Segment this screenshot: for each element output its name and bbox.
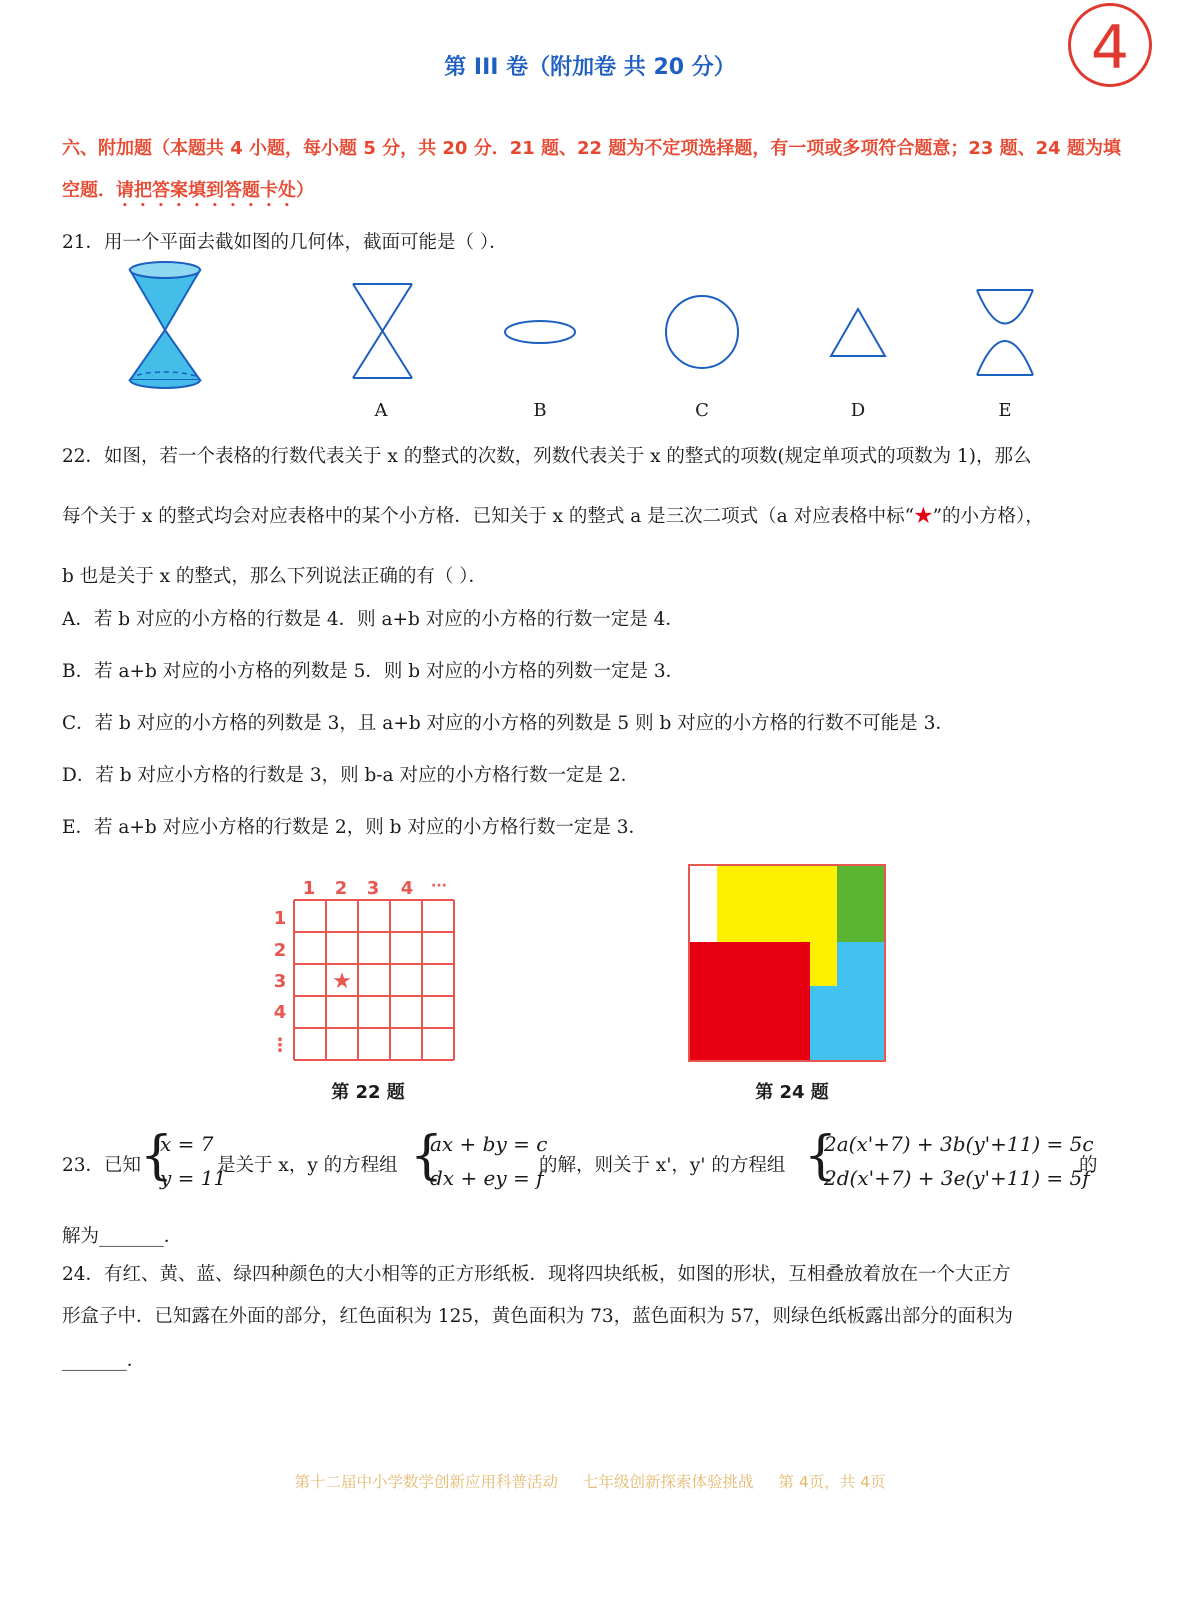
option-c-shape: [662, 292, 742, 372]
option-d-label: D: [850, 400, 866, 421]
q23-answer-line: 解为_______．: [62, 1226, 183, 1247]
eq-line: ax + by = c: [430, 1132, 548, 1156]
section-instructions: [62, 128, 1122, 212]
double-cone-figure: [115, 258, 215, 403]
star-icon: ★: [914, 506, 933, 527]
brace: {: [804, 1126, 838, 1186]
q24-line-2: 形盒子中．已知露在外面的部分，红色面积为 125，黄色面积为 73，蓝色面积为 57，则绿色纸板露出部分的面积为: [62, 1306, 1014, 1327]
col-label: 1: [302, 878, 316, 899]
q22-option-c: C．若 b 对应的小方格的列数是 3，且 a+b 对应的小方格的列数是 5 则 b 对应的小方格的行数不可能是 3．: [62, 713, 954, 734]
footer-grade: 七年级创新探索体验挑战: [582, 1473, 754, 1491]
eq-line: x = 7: [160, 1132, 214, 1156]
option-b-shape: [500, 315, 580, 349]
footer-event: 第十二届中小学数学创新应用科普活动: [294, 1473, 559, 1491]
option-e-shape: [973, 285, 1037, 380]
section-emphasis-text: 请把答案填到答题卡处: [116, 180, 296, 201]
q22-option-e: E．若 a+b 对应小方格的行数是 2，则 b 对应的小方格行数一定是 3．: [62, 817, 648, 838]
page-footer: [0, 1470, 1180, 1492]
option-a-label: A: [374, 400, 388, 421]
brace: {: [140, 1126, 174, 1186]
q22-caption: 第 22 题: [331, 1082, 405, 1103]
section-text-end: ）: [296, 180, 314, 201]
row-label: 2: [273, 940, 287, 961]
option-b-label: B: [533, 400, 547, 421]
eq-line: dx + ey = f: [430, 1166, 544, 1190]
page-number-badge: 4: [1068, 3, 1152, 87]
eq-line: y = 11: [160, 1166, 227, 1190]
q23-mid-2: 的解，则关于 x'，y' 的方程组: [539, 1155, 786, 1176]
q22-line-2: [62, 502, 1044, 528]
col-label: 4: [400, 878, 414, 899]
option-d-shape: [827, 305, 889, 360]
col-label-more: ···: [431, 878, 447, 894]
footer-page: 第 4页，共 4页: [778, 1473, 886, 1491]
q21-stem: 21．用一个平面去截如图的几何体，截面可能是（ ）．: [62, 232, 508, 253]
row-label: 3: [273, 971, 287, 992]
row-label-more: ⋮: [271, 1035, 289, 1056]
option-a-shape: [350, 280, 415, 385]
grid-lines: [294, 900, 454, 1060]
eq-line: 2a(x'+7) + 3b(y'+11) = 5c: [824, 1132, 1094, 1156]
section-text: 六、附加题（本题共 4 小题，每小题 5 分，共 20 分．21 题、22 题为不定项选择题，有一项或多项符合题意；23 题、24 题为填空题．: [62, 138, 1121, 201]
q22-option-d: D．若 b 对应小方格的行数是 3，则 b-a 对应的小方格行数一定是 2．: [62, 765, 640, 786]
q24-squares-figure: [688, 864, 886, 1062]
eq-line: 2d(x'+7) + 3e(y'+11) = 5f: [824, 1166, 1090, 1190]
q22-line-3: b 也是关于 x 的整式，那么下列说法正确的有（ ）．: [62, 566, 488, 587]
q22-line-2-text: 每个关于 x 的整式均会对应表格中的某个小方格．已知关于 x 的整式 a 是三次二项式（a 对应表格中标“: [62, 506, 915, 527]
red-square: [690, 942, 810, 1062]
q23-prefix: 23．已知: [62, 1155, 142, 1176]
brace: {: [410, 1126, 444, 1186]
top-ellipse: [130, 262, 200, 278]
q22-grid-figure: [262, 868, 462, 1068]
bottom-ellipse-front: [130, 380, 200, 388]
col-label: 3: [366, 878, 380, 899]
q22-line-2-end: ”的小方格），: [932, 506, 1044, 527]
q22-option-b: B．若 a+b 对应的小方格的列数是 5．则 b 对应的小方格的列数一定是 3．: [62, 661, 685, 682]
paper-section-title: 第 III 卷（附加卷 共 20 分）: [444, 55, 736, 80]
q24-caption: 第 24 题: [755, 1082, 829, 1103]
col-label: 2: [334, 878, 348, 899]
row-label: 4: [273, 1002, 287, 1023]
q24-line-1: 24．有红、黄、蓝、绿四种颜色的大小相等的正方形纸板．现将四块纸板，如图的形状，互相叠放着放在一个大正方: [62, 1264, 1011, 1285]
q23-mid-1: 是关于 x，y 的方程组: [217, 1155, 398, 1176]
q22-line-1: 22．如图，若一个表格的行数代表关于 x 的整式的次数，列数代表关于 x 的整式的项数(规定单项式的项数为 1)，那么: [62, 446, 1032, 467]
q24-answer-line: _______．: [62, 1350, 146, 1371]
q23-stem: [62, 1128, 1122, 1198]
option-e-label: E: [998, 400, 1012, 421]
star-icon: ★: [332, 969, 352, 994]
q23-suffix: 的: [1079, 1155, 1098, 1176]
row-label: 1: [273, 908, 287, 929]
option-c-label: C: [695, 400, 709, 421]
q22-option-a: A．若 b 对应的小方格的行数是 4．则 a+b 对应的小方格的行数一定是 4．: [62, 609, 684, 630]
